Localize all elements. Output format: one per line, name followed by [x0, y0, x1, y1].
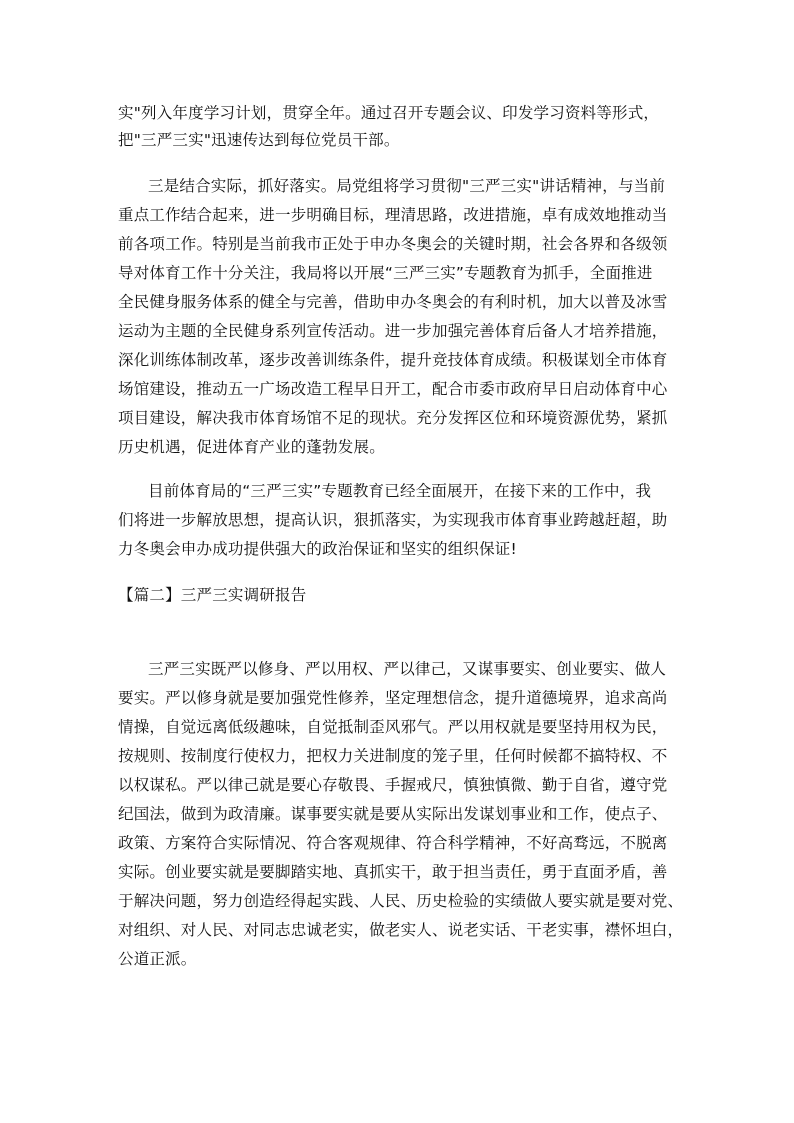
text-line: 实际。创业要实就是要脚踏实地、真抓实干，敢于担当责任，勇于直面矛盾，善	[118, 863, 668, 881]
text-line: 深化训练体制改革，逐步改善训练条件，提升竞技体育成绩。积极谋划全市体育	[118, 351, 668, 369]
text-line: 们将进一步解放思想，提高认识，狠抓落实，为实现我市体育事业跨越赶超，助	[118, 511, 668, 529]
text-line: 情操，自觉远离低级趣味，自觉抵制歪风邪气。严以用权就是要坚持用权为民，	[118, 718, 668, 736]
text-line: 公道正派。	[118, 950, 197, 968]
text-line: 全民健身服务体系的健全与完善，借助申办冬奥会的有利时机，加大以普及冰雪	[118, 293, 668, 311]
text-line: 按规则、按制度行使权力，把权力关进制度的笼子里，任何时候都不搞特权、不	[118, 747, 668, 765]
text-line: 三是结合实际，抓好落实。局党组将学习贯彻"三严三实"讲话精神，与当前	[148, 177, 666, 195]
text-line: 于解决问题，努力创造经得起实践、人民、历史检验的实绩做人要实就是要对党、	[118, 892, 684, 910]
text-line: 政策、方案符合实际情况、符合客观规律、符合科学精神，不好高骛远，不脱离	[118, 834, 668, 852]
text-line: 导对体育工作十分关注，我局将以开展“三严三实”专题教育为抓手，全面推进	[118, 264, 653, 282]
text-line: 前各项工作。特别是当前我市正处于申办冬奥会的关键时期，社会各界和各级领	[118, 235, 668, 253]
text-line: 项目建设，解决我市体育场馆不足的现状。充分发挥区位和环境资源优势，紧抓	[118, 409, 668, 427]
text-line: 历史机遇，促进体育产业的蓬勃发展。	[118, 438, 385, 456]
text-line: 纪国法，做到为政清廉。谋事要实就是要从实际出发谋划事业和工作，使点子、	[118, 805, 668, 823]
text-line: 场馆建设，推动五一广场改造工程早日开工，配合市委市政府早日启动体育中心	[118, 380, 668, 398]
text-line: 重点工作结合起来，进一步明确目标，理清思路，改进措施，卓有成效地推动当	[118, 206, 668, 224]
text-line: 实"列入年度学习计划，贯穿全年。通过召开专题会议、印发学习资料等形式，	[118, 104, 660, 122]
section-heading: 【篇二】三严三实调研报告	[118, 586, 307, 604]
text-line: 把"三严三实"迅速传达到每位党员干部。	[118, 131, 400, 149]
text-line: 力冬奥会申办成功提供强大的政治保证和坚实的组织保证!	[118, 540, 517, 558]
text-line: 以权谋私。严以律己就是要心存敬畏、手握戒尺，慎独慎微、勤于自省，遵守党	[118, 776, 668, 794]
text-line: 三严三实既严以修身、严以用权、严以律己，又谋事要实、创业要实、做人	[148, 660, 667, 678]
text-line: 运动为主题的全民健身系列宣传活动。进一步加强完善体育后备人才培养措施，	[118, 322, 668, 340]
text-line: 要实。严以修身就是要加强党性修养，坚定理想信念，提升道德境界，追求高尚	[118, 689, 668, 707]
text-line: 目前体育局的“三严三实”专题教育已经全面展开，在接下来的工作中，我	[148, 482, 652, 500]
text-line: 对组织、对人民、对同志忠诚老实，做老实人、说老实话、干老实事，襟怀坦白，	[118, 921, 684, 939]
